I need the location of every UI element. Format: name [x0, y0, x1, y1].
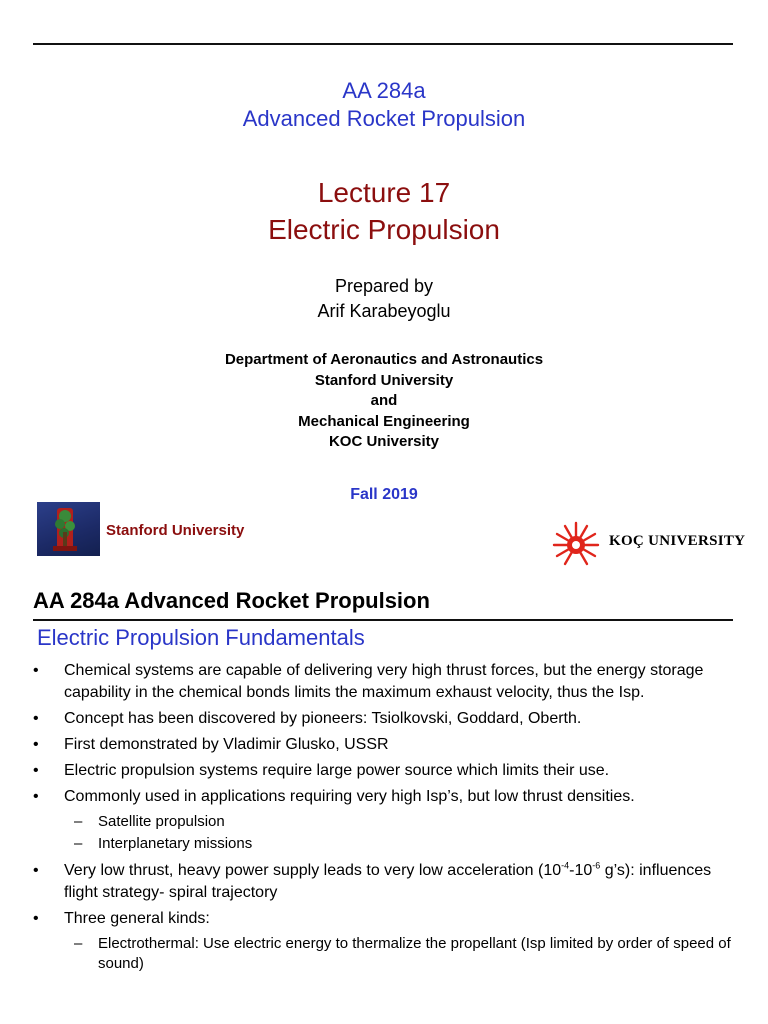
dash-marker: –: [74, 835, 83, 852]
dash-marker: –: [74, 813, 83, 830]
sub-list-item: [33, 812, 738, 832]
bullet-marker: •: [33, 662, 39, 679]
koc-logo-text: KOÇ UNIVERSITY: [609, 533, 746, 549]
bullet-marker: •: [33, 910, 39, 927]
stanford-logo-icon: [37, 502, 100, 556]
bullet-marker: •: [33, 736, 39, 753]
sub-bullet-text: Electrothermal: Use electric energy to thermalize the propellant (Isp limited by order of speed of sound): [98, 935, 731, 972]
slide-subtitle: Electric Propulsion Fundamentals: [37, 625, 365, 650]
list-item: [33, 734, 738, 756]
sub-bullet-text: Satellite propulsion: [98, 813, 225, 830]
sub-bullet-text: Interplanetary missions: [98, 835, 253, 852]
slide-title: AA 284a Advanced Rocket Propulsion: [33, 588, 430, 613]
affiliation-line: and: [370, 392, 398, 409]
lecture-title: Electric Propulsion: [268, 214, 500, 245]
bullet-marker: •: [33, 788, 39, 805]
bullet-marker: •: [33, 710, 39, 727]
affiliation-line: KOC University: [328, 433, 440, 450]
bullet-text: Chemical systems are capable of delivering very high thrust forces, but the energy storage capability in the chemical bonds limits the maximum exhaust velocity, thus the Isp.: [64, 662, 704, 701]
bullet-text: First demonstrated by Vladimir Glusko, USSR: [64, 736, 389, 753]
list-item: [33, 860, 738, 904]
list-item: [33, 760, 738, 782]
lecture-number: Lecture 17: [317, 177, 451, 208]
top-rule: [33, 43, 733, 45]
list-item: [33, 908, 738, 930]
sub-list-item: [33, 834, 738, 854]
koc-logo-icon: [552, 519, 600, 567]
list-item: [33, 786, 738, 808]
list-item: [33, 660, 738, 704]
term: Fall 2019: [350, 486, 418, 503]
bullet-text: Three general kinds:: [64, 910, 210, 927]
bullet-text: Electric propulsion systems require large power source which limits their use.: [64, 762, 610, 779]
sub-list-item: [33, 934, 738, 974]
affiliation-line: Department of Aeronautics and Astronautics: [224, 351, 544, 368]
bullet-text: Commonly used in applications requiring very high Isp’s, but low thrust densities.: [64, 788, 635, 805]
list-item: [33, 708, 738, 730]
bullet-marker: •: [33, 762, 39, 779]
bullet-list: [33, 660, 738, 976]
bullet-text: Very low thrust, heavy power supply leads to very low acceleration ($10^{-4}-10^{-6}$ g’s): influences flight strategy- spiral trajectory: [64, 860, 712, 901]
stanford-logo-text: Stanford University: [106, 522, 245, 539]
bullet-text: Concept has been discovered by pioneers: Tsiolkovski, Goddard, Oberth.: [64, 710, 582, 727]
affiliation-line: Mechanical Engineering: [298, 413, 470, 430]
prepared-by-label: Prepared by: [334, 276, 434, 296]
course-name: Advanced Rocket Propulsion: [242, 106, 526, 131]
dash-marker: –: [74, 935, 83, 952]
bullet-marker: •: [33, 862, 39, 879]
course-code: AA 284a: [342, 78, 426, 103]
slide-title-rule: [33, 619, 733, 621]
author-name: Arif Karabeyoglu: [317, 301, 451, 321]
affiliation-line: Stanford University: [314, 372, 454, 389]
